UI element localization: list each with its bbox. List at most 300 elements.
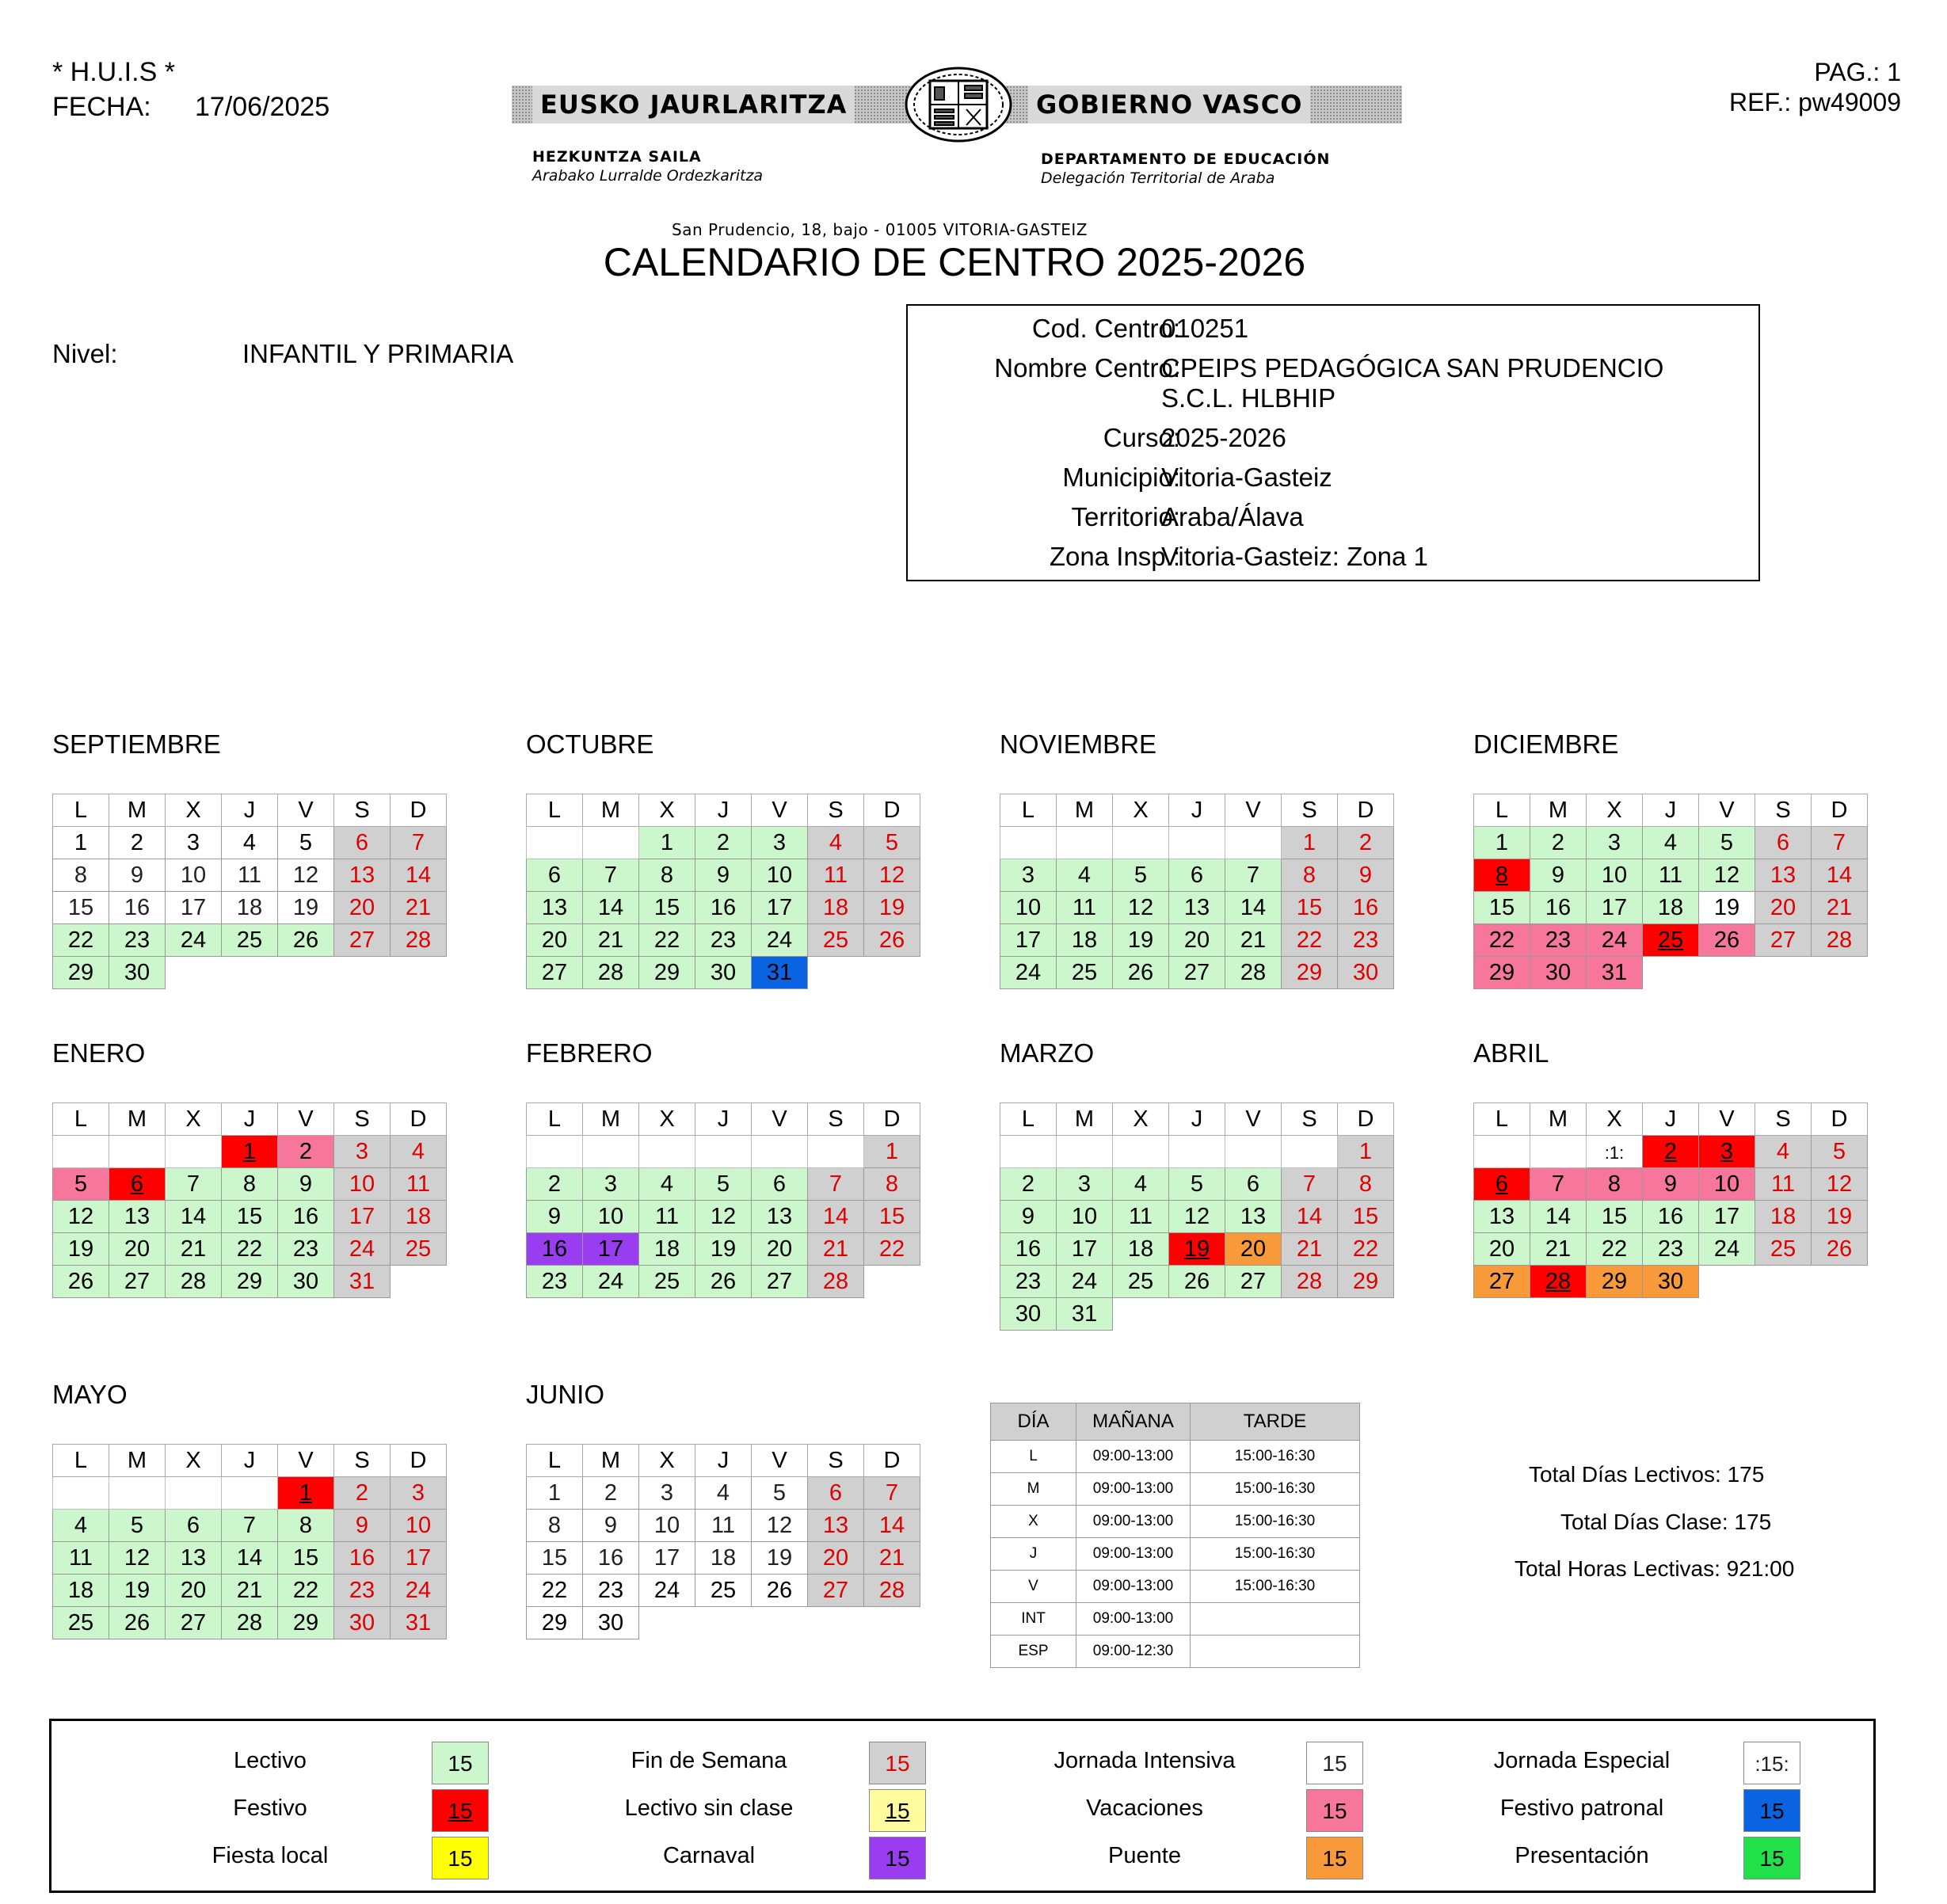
day-cell: 18 <box>1755 1201 1812 1233</box>
day-cell: 18 <box>222 892 278 924</box>
day-cell: 27 <box>527 957 583 989</box>
day-cell: 22 <box>1474 924 1530 957</box>
info-label: Cod. Centro: <box>1031 314 1180 343</box>
day-cell: 5 <box>1113 859 1169 892</box>
day-cell: 26 <box>1169 1266 1225 1298</box>
weekday-header: D <box>864 1445 920 1477</box>
day-cell: 26 <box>278 924 334 957</box>
blank-cell <box>1169 1298 1225 1331</box>
day-cell: 16 <box>1530 892 1587 924</box>
weekday-header-row <box>53 1103 447 1136</box>
day-cell: 5 <box>1699 827 1755 859</box>
day-cell: 17 <box>334 1201 391 1233</box>
day-cell: 28 <box>808 1266 864 1298</box>
day-cell: 30 <box>1530 957 1587 989</box>
day-cell: 14 <box>1530 1201 1587 1233</box>
day-cell: 23 <box>278 1233 334 1266</box>
day-cell: 20 <box>1169 924 1225 957</box>
weekday-header-row <box>53 1445 447 1477</box>
info-value: 2025-2026 <box>1161 423 1286 452</box>
legend-swatch: 15 <box>869 1789 926 1832</box>
empty-cell <box>527 827 583 859</box>
nivel-value: INFANTIL Y PRIMARIA <box>242 339 514 368</box>
day-cell: 7 <box>583 859 639 892</box>
day-cell: 2 <box>1338 827 1394 859</box>
calendar-week-row <box>527 892 920 924</box>
empty-cell <box>1282 1136 1338 1168</box>
day-cell: 18 <box>1643 892 1699 924</box>
day-cell: 20 <box>1474 1233 1530 1266</box>
day-cell: 16 <box>527 1233 583 1266</box>
calendar-noviembre <box>1000 794 1394 989</box>
day-cell: 16 <box>109 892 166 924</box>
weekday-header: V <box>752 1103 808 1136</box>
day-cell: 8 <box>1474 859 1530 892</box>
day-cell: 16 <box>334 1542 391 1575</box>
day-cell: 18 <box>1057 924 1113 957</box>
day-cell: 28 <box>391 924 447 957</box>
info-label: Territorio: <box>1071 502 1180 531</box>
weekday-header: V <box>1225 794 1282 827</box>
weekday-header-row <box>1000 794 1394 827</box>
calendar-week-row <box>527 827 920 859</box>
day-cell: 26 <box>695 1266 752 1298</box>
weekday-header: J <box>1169 794 1225 827</box>
day-cell: 3 <box>1587 827 1643 859</box>
blank-cell <box>1699 957 1755 989</box>
legend-label: Puente <box>1108 1843 1181 1868</box>
horario-cell: INT <box>991 1603 1076 1636</box>
weekday-header: X <box>166 1103 222 1136</box>
info-label: Municipio: <box>1062 463 1180 492</box>
dept-eu-subtitle: Arabako Lurralde Ordezkaritza <box>532 167 764 185</box>
day-cell: 15 <box>639 892 695 924</box>
day-cell: 9 <box>583 1510 639 1542</box>
calendar-week-row <box>53 1575 447 1607</box>
day-cell: 7 <box>864 1477 920 1510</box>
empty-cell <box>109 1136 166 1168</box>
day-cell: 8 <box>864 1168 920 1201</box>
calendar-abril <box>1473 1102 1868 1298</box>
day-cell: 8 <box>1587 1168 1643 1201</box>
day-cell: 16 <box>1338 892 1394 924</box>
day-cell: 8 <box>53 859 109 892</box>
day-cell: 21 <box>1282 1233 1338 1266</box>
day-cell: 12 <box>1169 1201 1225 1233</box>
day-cell: 21 <box>583 924 639 957</box>
day-cell: 7 <box>391 827 447 859</box>
weekday-header: J <box>695 1103 752 1136</box>
info-label: Nombre Centro: <box>994 353 1180 383</box>
day-cell: 9 <box>278 1168 334 1201</box>
day-cell: 6 <box>1225 1168 1282 1201</box>
day-cell: 19 <box>278 892 334 924</box>
dept-es <box>1041 150 1330 188</box>
blank-cell <box>1755 1266 1812 1298</box>
weekday-header: X <box>639 1445 695 1477</box>
day-cell: 3 <box>752 827 808 859</box>
day-cell: 17 <box>583 1233 639 1266</box>
horario-cell: 09:00-13:00 <box>1076 1538 1191 1571</box>
day-cell: 27 <box>334 924 391 957</box>
day-cell: 10 <box>166 859 222 892</box>
empty-cell <box>527 1136 583 1168</box>
blank-cell <box>222 957 278 989</box>
day-cell: 20 <box>808 1542 864 1575</box>
day-cell: 12 <box>109 1542 166 1575</box>
day-cell: 12 <box>278 859 334 892</box>
empty-cell <box>583 827 639 859</box>
day-cell: 22 <box>222 1233 278 1266</box>
day-cell: 15 <box>1587 1201 1643 1233</box>
day-cell: 15 <box>527 1542 583 1575</box>
day-cell: 18 <box>391 1201 447 1233</box>
day-cell: 13 <box>109 1201 166 1233</box>
day-cell: 31 <box>1587 957 1643 989</box>
info-label: Zona Insp.: <box>1049 542 1180 571</box>
dept-eu <box>532 147 763 185</box>
day-cell: 4 <box>1755 1136 1812 1168</box>
day-cell: 16 <box>695 892 752 924</box>
calendar-week-row <box>53 1136 447 1168</box>
weekday-header: D <box>391 794 447 827</box>
day-cell: 3 <box>1699 1136 1755 1168</box>
weekday-header-row <box>527 794 920 827</box>
day-cell: 15 <box>1338 1201 1394 1233</box>
day-cell: 12 <box>752 1510 808 1542</box>
calendar-week-row <box>527 1575 920 1607</box>
calendar-week-row <box>1474 892 1868 924</box>
total-label: Total Días Lectivos: <box>1529 1462 1721 1487</box>
day-cell: 4 <box>222 827 278 859</box>
day-cell: 3 <box>334 1136 391 1168</box>
day-cell: 19 <box>109 1575 166 1607</box>
weekday-header: M <box>109 1103 166 1136</box>
blank-cell <box>752 1607 808 1639</box>
legend-label: Presentación <box>1515 1843 1649 1868</box>
day-cell: 19 <box>1812 1201 1868 1233</box>
day-cell: 31 <box>391 1607 447 1639</box>
calendar-week-row <box>1474 1201 1868 1233</box>
day-cell: 9 <box>1338 859 1394 892</box>
day-cell: 14 <box>1812 859 1868 892</box>
day-cell: 4 <box>1113 1168 1169 1201</box>
empty-cell <box>1057 1136 1113 1168</box>
empty-cell <box>695 1136 752 1168</box>
day-cell: 1 <box>278 1477 334 1510</box>
calendar-week-row <box>1474 924 1868 957</box>
month-name-octubre: OCTUBRE <box>526 729 654 759</box>
day-cell: 30 <box>334 1607 391 1639</box>
weekday-header: D <box>1812 794 1868 827</box>
day-cell: 3 <box>391 1477 447 1510</box>
day-cell: 25 <box>53 1607 109 1639</box>
weekday-header: J <box>1643 794 1699 827</box>
blank-cell <box>166 957 222 989</box>
weekday-header: S <box>334 794 391 827</box>
day-cell: 23 <box>695 924 752 957</box>
blank-cell <box>278 957 334 989</box>
day-cell: 20 <box>527 924 583 957</box>
day-cell: 29 <box>278 1607 334 1639</box>
horario-cell: 09:00-13:00 <box>1076 1571 1191 1603</box>
day-cell: 18 <box>1113 1233 1169 1266</box>
day-cell: 30 <box>695 957 752 989</box>
month-name-septiembre: SEPTIEMBRE <box>52 729 221 759</box>
day-cell: 30 <box>1643 1266 1699 1298</box>
blank-cell <box>1699 1266 1755 1298</box>
horario-cell: 15:00-16:30 <box>1191 1473 1360 1506</box>
day-cell: 24 <box>1000 957 1057 989</box>
weekday-header: J <box>695 794 752 827</box>
weekday-header: D <box>1812 1103 1868 1136</box>
day-cell: 16 <box>583 1542 639 1575</box>
day-cell: 3 <box>166 827 222 859</box>
calendar-week-row <box>53 1266 447 1298</box>
info-value: Araba/Álava <box>1161 502 1304 531</box>
day-cell: 7 <box>222 1510 278 1542</box>
calendar-mayo <box>52 1444 447 1639</box>
weekday-header: M <box>1530 794 1587 827</box>
blank-cell <box>1282 1298 1338 1331</box>
total-value: 175 <box>1734 1510 1772 1534</box>
day-cell: 10 <box>1057 1201 1113 1233</box>
day-cell: 27 <box>1225 1266 1282 1298</box>
day-cell: 3 <box>1057 1168 1113 1201</box>
legend-label: Carnaval <box>662 1843 756 1868</box>
day-cell: 23 <box>527 1266 583 1298</box>
day-cell: 9 <box>334 1510 391 1542</box>
day-cell: 29 <box>222 1266 278 1298</box>
weekday-header: V <box>1699 794 1755 827</box>
day-cell: 22 <box>1338 1233 1394 1266</box>
legend <box>49 1719 1876 1893</box>
day-cell: 1 <box>1338 1136 1394 1168</box>
day-cell: 13 <box>166 1542 222 1575</box>
weekday-header: L <box>53 1445 109 1477</box>
month-name-mayo: MAYO <box>52 1380 128 1409</box>
day-cell: 21 <box>222 1575 278 1607</box>
day-cell: 4 <box>1643 827 1699 859</box>
weekday-header: D <box>391 1445 447 1477</box>
day-cell: 29 <box>53 957 109 989</box>
day-cell: 6 <box>334 827 391 859</box>
weekday-header: S <box>808 1445 864 1477</box>
calendar-week-row <box>1000 1233 1394 1266</box>
weekday-header: J <box>695 1445 752 1477</box>
day-cell: 5 <box>864 827 920 859</box>
blank-cell <box>1113 1298 1169 1331</box>
legend-swatch: 15 <box>869 1742 926 1784</box>
day-cell: 12 <box>864 859 920 892</box>
weekday-header: X <box>166 1445 222 1477</box>
blank-cell <box>1812 1266 1868 1298</box>
weekday-header: V <box>278 794 334 827</box>
calendar-enero <box>52 1102 447 1298</box>
day-cell: 24 <box>752 924 808 957</box>
legend-swatch: 15 <box>432 1789 489 1832</box>
weekday-header: S <box>1282 1103 1338 1136</box>
day-cell: 17 <box>391 1542 447 1575</box>
empty-cell <box>1000 1136 1057 1168</box>
calendar-week-row <box>53 892 447 924</box>
month-name-diciembre: DICIEMBRE <box>1473 729 1619 759</box>
empty-cell <box>166 1136 222 1168</box>
day-cell: 10 <box>1587 859 1643 892</box>
total-horas-lectivas <box>1515 1553 1794 1585</box>
day-cell: 14 <box>222 1542 278 1575</box>
day-cell: 31 <box>1057 1298 1113 1331</box>
dept-es-title: DEPARTAMENTO DE EDUCACIÓN <box>1041 150 1331 168</box>
logo-right-text: GOBIERNO VASCO <box>1028 86 1310 124</box>
blank-cell <box>808 957 864 989</box>
empty-cell <box>222 1477 278 1510</box>
weekday-header: S <box>1755 1103 1812 1136</box>
calendar-week-row <box>53 1510 447 1542</box>
day-cell: 16 <box>1643 1201 1699 1233</box>
day-cell: 27 <box>1474 1266 1530 1298</box>
day-cell: 6 <box>1474 1168 1530 1201</box>
total-dias-clase <box>1560 1506 1771 1538</box>
legend-swatch: 15 <box>1306 1789 1363 1832</box>
horario-cell <box>1191 1636 1360 1668</box>
month-name-febrero: FEBRERO <box>526 1038 653 1068</box>
day-cell: 18 <box>808 892 864 924</box>
day-cell: 13 <box>1474 1201 1530 1233</box>
empty-cell <box>583 1136 639 1168</box>
horario-table <box>990 1403 1360 1668</box>
day-cell: 1 <box>53 827 109 859</box>
day-cell: 10 <box>639 1510 695 1542</box>
total-value: 921:00 <box>1726 1556 1795 1581</box>
horario-header-cell: TARDE <box>1191 1403 1360 1441</box>
day-cell: 15 <box>53 892 109 924</box>
day-cell: 17 <box>1699 1201 1755 1233</box>
day-cell: 2 <box>583 1477 639 1510</box>
day-cell: 9 <box>1000 1201 1057 1233</box>
horario-cell: 15:00-16:30 <box>1191 1571 1360 1603</box>
empty-cell <box>752 1136 808 1168</box>
weekday-header: X <box>1113 794 1169 827</box>
horario-cell: 09:00-13:00 <box>1076 1506 1191 1538</box>
weekday-header: X <box>1113 1103 1169 1136</box>
calendar-week-row <box>527 1266 920 1298</box>
day-cell: 1 <box>527 1477 583 1510</box>
day-cell: 7 <box>1530 1168 1587 1201</box>
month-name-noviembre: NOVIEMBRE <box>1000 729 1157 759</box>
day-cell: 29 <box>1474 957 1530 989</box>
day-cell: 29 <box>527 1607 583 1639</box>
weekday-header: L <box>1000 1103 1057 1136</box>
horario-cell: 09:00-13:00 <box>1076 1603 1191 1636</box>
empty-cell <box>1225 1136 1282 1168</box>
day-cell: 29 <box>1338 1266 1394 1298</box>
calendar-marzo <box>1000 1102 1394 1331</box>
legend-label: Fiesta local <box>211 1843 329 1868</box>
weekday-header: M <box>583 1103 639 1136</box>
logo-left-text: EUSKO JAURLARITZA <box>532 86 855 124</box>
horario-cell: 09:00-13:00 <box>1076 1441 1191 1473</box>
calendar-week-row <box>527 1542 920 1575</box>
calendar-week-row <box>53 1168 447 1201</box>
empty-cell <box>53 1477 109 1510</box>
address: San Prudencio, 18, bajo - 01005 VITORIA-GASTEIZ <box>672 220 1088 239</box>
horario-header-row <box>991 1403 1360 1441</box>
calendar-week-row <box>527 1201 920 1233</box>
day-cell: 21 <box>1225 924 1282 957</box>
weekday-header: J <box>222 1445 278 1477</box>
day-cell: 28 <box>1530 1266 1587 1298</box>
calendar-week-row <box>527 1477 920 1510</box>
day-cell: 24 <box>1587 924 1643 957</box>
weekday-header-row <box>53 794 447 827</box>
day-cell: 6 <box>1169 859 1225 892</box>
day-cell: 10 <box>752 859 808 892</box>
legend-swatch: :15: <box>1743 1742 1800 1784</box>
day-cell: 8 <box>222 1168 278 1201</box>
fecha-label: FECHA: <box>52 92 151 122</box>
legend-label: Jornada Especial <box>1493 1748 1671 1773</box>
day-cell: 13 <box>334 859 391 892</box>
weekday-header: M <box>1530 1103 1587 1136</box>
day-cell: 11 <box>808 859 864 892</box>
legend-label: Lectivo sin clase <box>624 1795 794 1821</box>
day-cell: 6 <box>166 1510 222 1542</box>
calendar-week-row <box>1000 1266 1394 1298</box>
weekday-header: V <box>278 1103 334 1136</box>
calendar-week-row <box>53 1542 447 1575</box>
day-cell: 5 <box>752 1477 808 1510</box>
calendar-week-row <box>1474 1233 1868 1266</box>
day-cell: 28 <box>583 957 639 989</box>
weekday-header: J <box>222 1103 278 1136</box>
blank-cell <box>1812 957 1868 989</box>
weekday-header: X <box>639 794 695 827</box>
month-name-enero: ENERO <box>52 1038 146 1068</box>
info-label: Curso: <box>1103 423 1180 452</box>
calendar-week-row <box>1474 1136 1868 1168</box>
legend-label: Fin de Semana <box>631 1748 787 1773</box>
day-cell: 21 <box>391 892 447 924</box>
day-cell: 12 <box>53 1201 109 1233</box>
day-cell: 26 <box>752 1575 808 1607</box>
day-cell: 4 <box>53 1510 109 1542</box>
day-cell: 22 <box>527 1575 583 1607</box>
day-cell: 11 <box>695 1510 752 1542</box>
calendar-week-row <box>53 827 447 859</box>
day-cell: 20 <box>1225 1233 1282 1266</box>
day-cell: 20 <box>166 1575 222 1607</box>
day-cell: 23 <box>109 924 166 957</box>
weekday-header: V <box>752 1445 808 1477</box>
day-cell: 30 <box>109 957 166 989</box>
day-cell: 12 <box>1812 1168 1868 1201</box>
weekday-header: M <box>583 794 639 827</box>
day-cell: 20 <box>109 1233 166 1266</box>
calendar-week-row <box>53 859 447 892</box>
day-cell: 25 <box>1643 924 1699 957</box>
calendar-week-row <box>1000 892 1394 924</box>
nivel-label: Nivel: <box>52 339 118 368</box>
day-cell: 11 <box>391 1168 447 1201</box>
day-cell: 15 <box>1282 892 1338 924</box>
legend-swatch: 15 <box>432 1837 489 1879</box>
day-cell: 14 <box>583 892 639 924</box>
day-cell: 8 <box>527 1510 583 1542</box>
day-cell: 27 <box>1169 957 1225 989</box>
day-cell: 2 <box>1530 827 1587 859</box>
day-cell: 23 <box>583 1575 639 1607</box>
